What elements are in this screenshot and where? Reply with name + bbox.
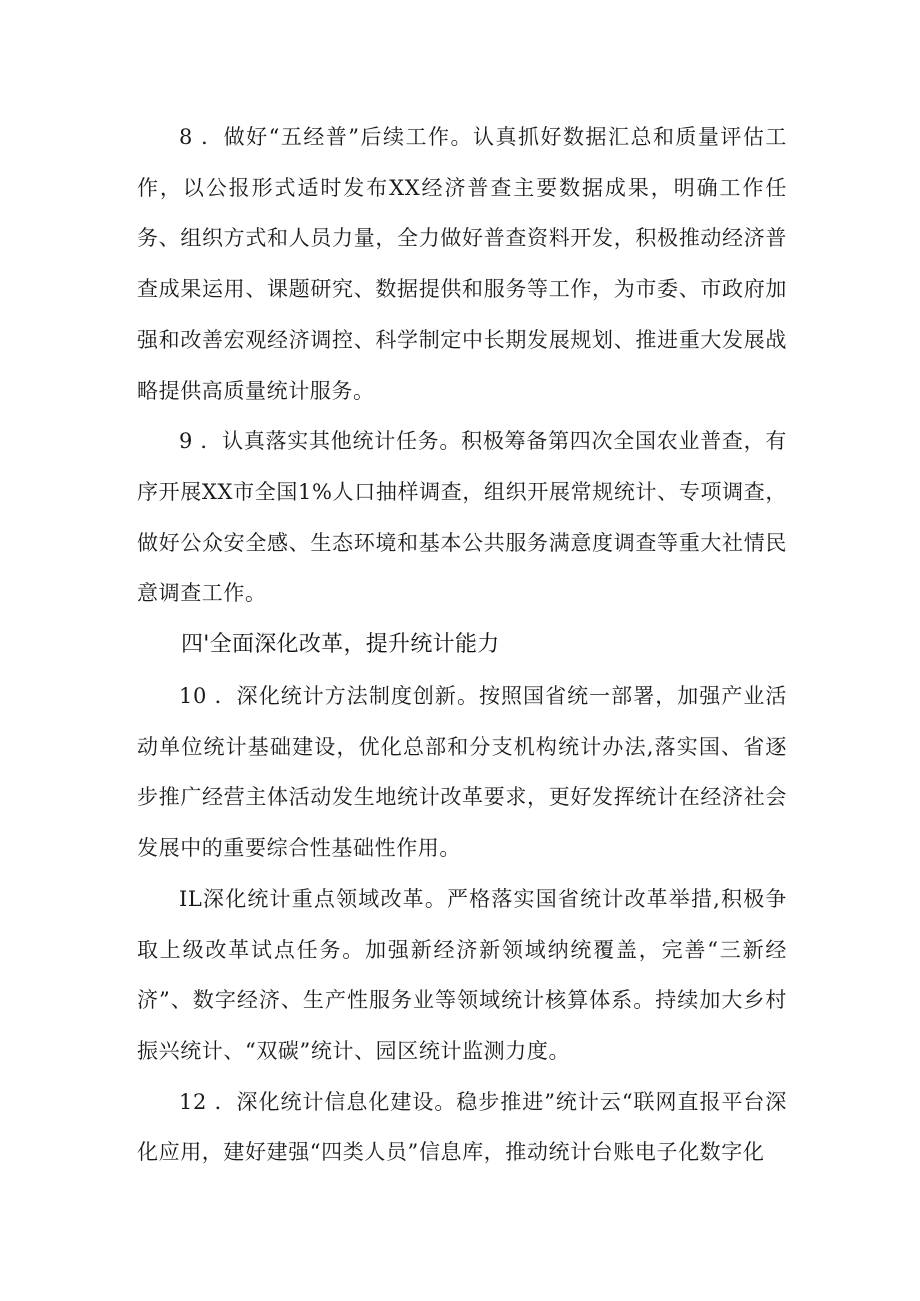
document-body xyxy=(137,112,787,1178)
paragraph-9: 9 ．认真落实其他统计任务。积极筹备第四次全国农业普查，有序开展XX市全国1%人口抽样调查，组织开展常规统计、专项调查，做好公众安全感、生态环境和基本公共服务满意度调查等重大社情民意调查工作。 xyxy=(137,429,787,606)
section-heading: 四'全面深化改革，提升统计能力 xyxy=(181,632,500,658)
paragraph-8: 8 ．做好“五经普”后续工作。认真抓好数据汇总和质量评估工作，以公报形式适时发布XX经济普查主要数据成果，明确工作任务、组织方式和人员力量，全力做好普查资料开发，积极推动经济普查成果运用、课题研究、数据提供和服务等工作，为市委、市政府加强和改善宏观经济调控、科学制定中长期发展规划、推进重大发展战略提供高质量统计服务。 xyxy=(137,125,787,403)
paragraph-11: IL深化统计重点领域改革。严格落实国省统计改革举措,积极争取上级改革试点任务。加强新经济新领域纳统覆盖，完善“三新经济”、数字经济、生产性服务业等领域统计核算体系。持续加大乡村振兴统计、“双碳”统计、园区统计监测力度。 xyxy=(137,886,787,1063)
paragraph-10: 10 ．深化统计方法制度创新。按照国省统一部署，加强产业活动单位统计基础建设，优化总部和分支机构统计办法,落实国、省逐步推广经营主体活动发生地统计改革要求，更好发挥统计在经济社会发展中的重要综合性基础性作用。 xyxy=(137,684,787,861)
paragraph-12: 12 ．深化统计信息化建设。稳步推进”统计云“联网直报平台深化应用，建好建强“四类人员”信息库，推动统计台账电子化数字化 xyxy=(137,1089,787,1165)
